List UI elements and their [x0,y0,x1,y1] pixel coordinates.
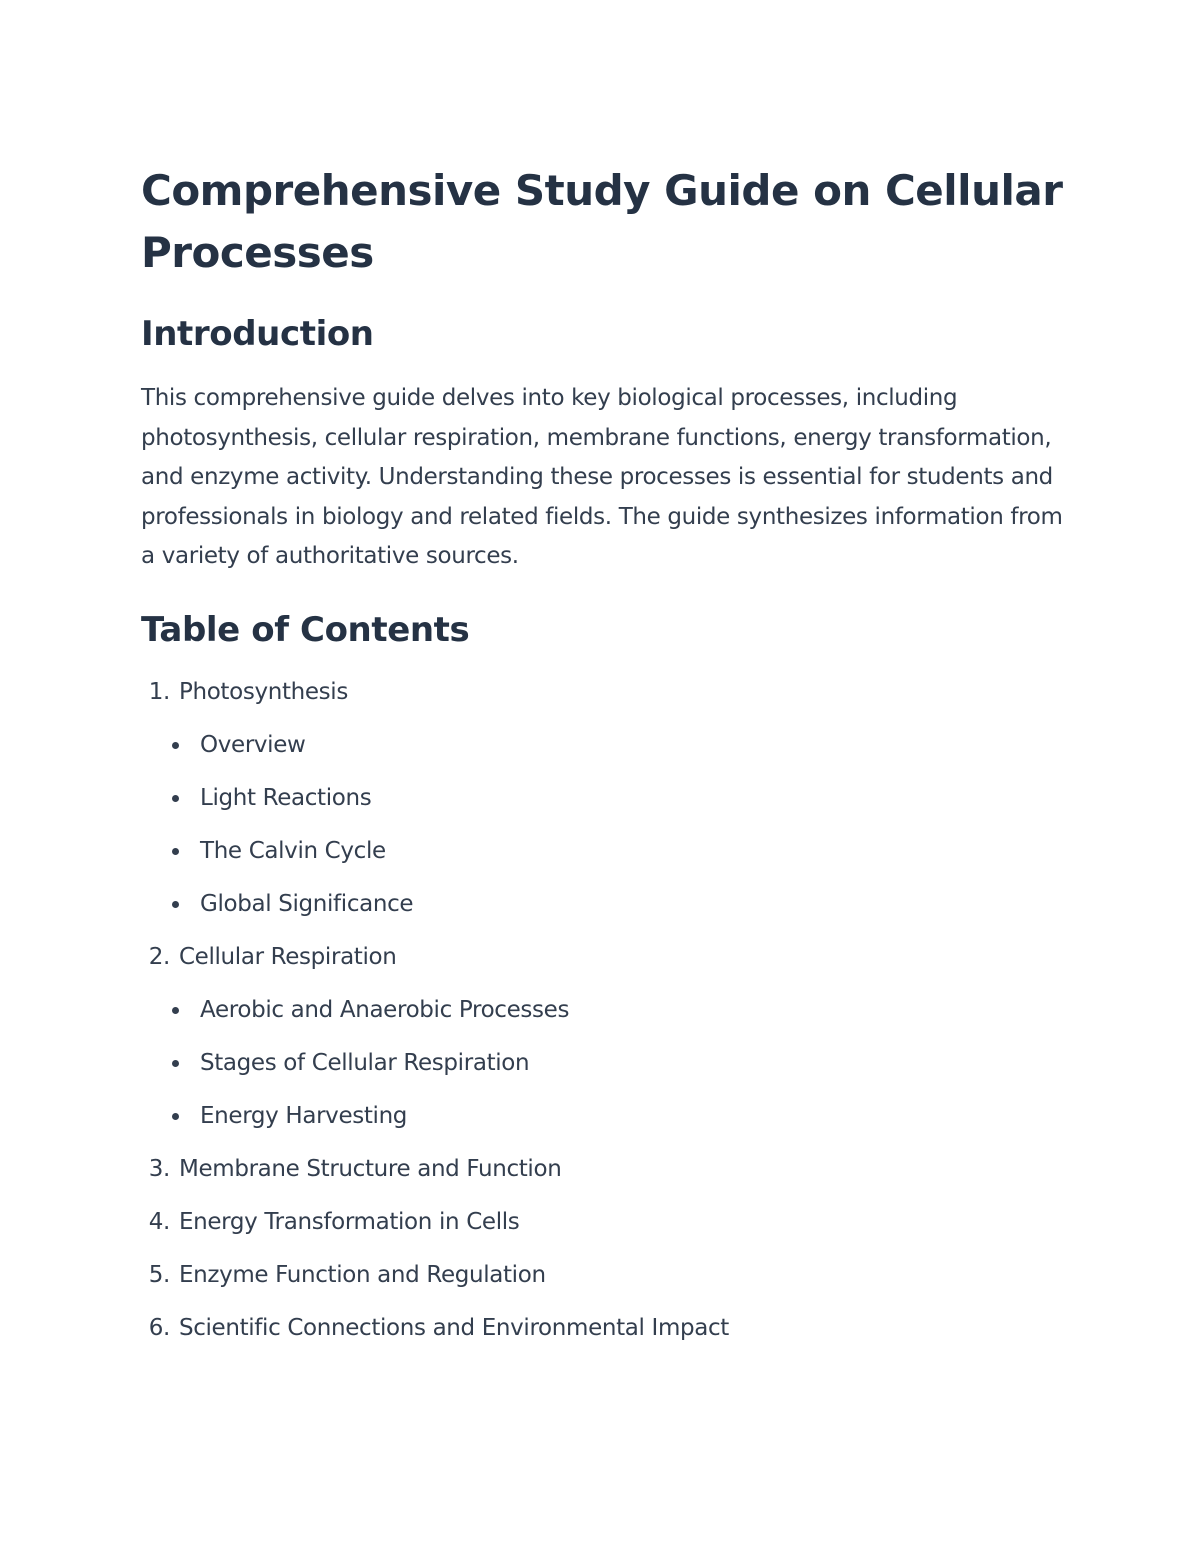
toc-subitem-label: Stages of Cellular Respiration [200,1049,530,1076]
toc-sublist-photosynthesis [141,731,1076,918]
toc-subitem-label: Aerobic and Anaerobic Processes [200,996,570,1023]
toc-subitem [141,1102,1076,1130]
introduction-paragraph: This comprehensive guide delves into key biological processes, including photosynthesis, cellular respiration, membrane functions, energy transformation, and enzyme activity. Understanding these processes is essential for students and professionals in biology and related fields. The guide synthesizes information from a variety of authoritative sources. [141,385,1063,569]
toc-sublist-cellular-respiration [141,996,1076,1130]
bullet-icon [172,795,179,802]
toc-item-label: Cellular Respiration [178,943,397,970]
bullet-icon [172,742,179,749]
toc-item-membrane-structure [141,1155,1076,1183]
toc-item-scientific-connections [141,1314,1076,1342]
toc-item-enzyme-function [141,1261,1076,1289]
toc-item-label: Enzyme Function and Regulation [178,1261,546,1288]
toc-item-number: 2. [148,943,170,970]
toc-heading: Table of Contents [141,609,470,650]
toc-item-energy-transformation [141,1208,1076,1236]
toc-subitem-label: Global Significance [200,890,414,917]
toc-subitem [141,731,1076,759]
introduction-heading: Introduction [141,314,374,354]
toc-item-number: 6. [148,1314,170,1341]
bullet-icon [172,848,179,855]
bullet-icon [172,1113,179,1120]
toc-item-label: Photosynthesis [178,678,348,705]
toc-item-label: Scientific Connections and Environmental Impact [178,1314,729,1341]
table-of-contents [141,678,1076,1342]
bullet-icon [172,1060,179,1067]
toc-subitem [141,996,1076,1024]
toc-item-number: 3. [148,1155,170,1182]
toc-subitem-label: Overview [200,731,306,758]
toc-subitem-label: Light Reactions [200,784,372,811]
bullet-icon [172,1007,179,1014]
toc-subitem [141,890,1076,918]
document-page [141,160,1076,1367]
toc-item-number: 4. [148,1208,170,1235]
toc-item-label: Energy Transformation in Cells [178,1208,520,1235]
toc-subitem-label: Energy Harvesting [200,1102,408,1129]
toc-subitem [141,784,1076,812]
toc-subitem-label: The Calvin Cycle [200,837,386,864]
document-title: Comprehensive Study Guide on Cellular Processes [141,166,1063,277]
toc-subitem [141,837,1076,865]
toc-item-number: 5. [148,1261,170,1288]
toc-item-cellular-respiration [141,943,1076,1130]
toc-item-label: Membrane Structure and Function [178,1155,562,1182]
toc-item-photosynthesis [141,678,1076,918]
toc-subitem [141,1049,1076,1077]
bullet-icon [172,901,179,908]
toc-item-number: 1. [148,678,170,705]
